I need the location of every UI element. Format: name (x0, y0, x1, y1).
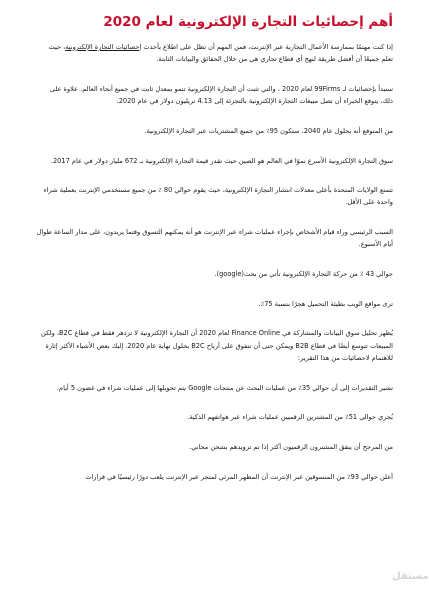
paragraph: أعلن حوالي 93٪ من المتسوقين عبر الإنترنت أن المظهر المرئي لمتجر عبر الإنترنت يلعب دورًا رئيسيًا في قرارات (85, 472, 393, 481)
paragraph-text: ، حيث تعلم جميعًا أن أفضل طريقة لنهج أي قطاع تجاري هي من خلال الحقائق والبيانات الثابتة. (48, 43, 393, 64)
watermark-logo: مستقل (392, 571, 429, 582)
paragraph: سوق التجارة الإلكترونية الأسرع نموًا في العالم هو الصين حيث تقدر قيمة التجارة الإلكترونية بـ 672 مليار دولار في عام 2017. (50, 156, 393, 165)
paragraph: السبب الرئيسي وراء قيام الأشخاص بإجراء عمليات شراء عبر الإنترنت هو أنه يمكنهم التسوق وقتما يريدون، على مدار الساعة طوال أيام الأسبوع. (36, 228, 393, 249)
paragraph: من المرجح أن ينفق المشترون الرقميون أكثر إذا تم تزويدهم بشحن مجاني. (189, 442, 393, 451)
paragraph: تتمتع الولايات المتحدة بأعلى معدلات انتشار التجارة الإلكترونية، حيث يقوم حوالي 80 ٪ من جميع مستخدمي الإنترنت بعملية شراء واحدة على الأقل. (43, 186, 393, 207)
paragraph: يُظهر تحليل سوق البيانات والمشاركة في Finance Online لعام 2020 أن التجارة الإلكترونية لا تزدهر فقط في قطاع B2C، ولكن المبيعات تتوسع أيضًا في قطاع B2B ويمكن حتى أن تتفوق على أرباح B2C بحلول نهاية عام 2020. إليك بعض الأشياء الأكثر إثارة للاهتمام لاحصائيات من هذا التقرير: (40, 329, 393, 362)
paragraph: ترى مواقع الويب بطيئة التحميل هجرًا بنسبة 75٪. (258, 299, 393, 308)
paragraph: تشير التقديرات إلى أن حوالي 35٪ من عمليات البحث عن منتجات Google يتم تحويلها إلى عمليات شراء في غضون 5 أيام. (56, 383, 393, 392)
article-title: أهم إحصائيات التجارة الإلكترونية لعام 2020 (103, 14, 393, 30)
paragraph-text: إذا كنت مهتمًا بممارسة الأعمال التجارية عبر الإنترنت، فمن المهم أن تظل على اطلاع بأحدث (141, 43, 393, 51)
paragraph: حوالي 43 ٪ من حركة التجارة الإلكترونية تأتي من بحث(google). (214, 270, 393, 279)
paragraph: من المتوقع أنه بحلول عام 2040، ستكون 95٪ من جميع المشتريات عبر التجارة الإلكترونية. (144, 126, 393, 135)
ecommerce-stats-link[interactable]: إحصائيات التجارة الإلكترونية (65, 43, 142, 51)
paragraph-intro (36, 41, 393, 65)
paragraph: يُجري حوالي 51٪ من المشترين الرقميين عمليات شراء عبر هواتفهم الذكية. (187, 413, 393, 422)
paragraph: سنبدأ بإحصائيات لـ 99Firms لعام 2020 ، والتي تثبت أن التجارة الإلكترونية تنمو بمعدل ثابت في جميع أنحاء العالم. علاوة على ذلك، يتوقع الخبراء أن تصل مبيعات التجارة الإلكترونية بالتجزئة إلى 4.13 تريليون دولار في عام 2020. (49, 84, 393, 106)
